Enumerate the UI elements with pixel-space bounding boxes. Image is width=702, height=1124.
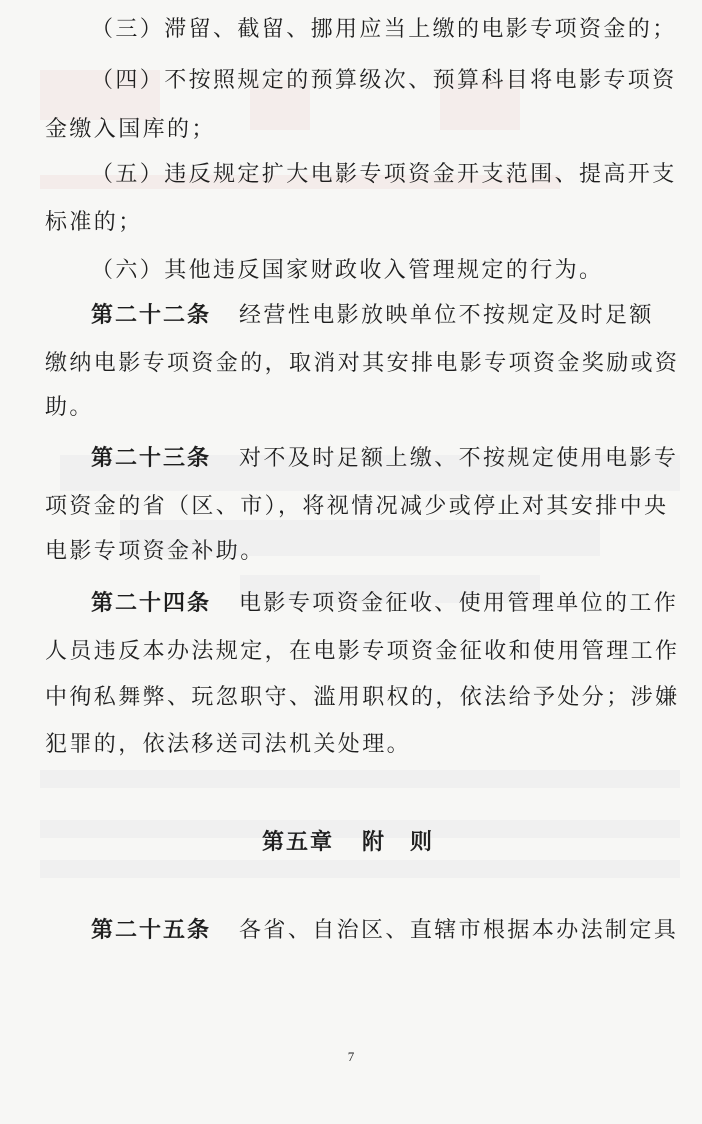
article-23-text: 对不及时足额上缴、不按规定使用电影专: [239, 446, 679, 471]
bleed-through-text-mark: [40, 770, 680, 788]
article-22-line-2: 缴纳电影专项资金的，取消对其安排电影专项资金奖励或资: [45, 351, 680, 376]
item-4-line-2: 金缴入国库的；: [45, 117, 216, 142]
page-number: 7: [347, 1049, 355, 1064]
article-23-line-2: 项资金的省（区、市），将视情况减少或停止对其安排中央: [45, 494, 669, 519]
article-24-text: 电影专项资金征收、使用管理单位的工作: [239, 591, 679, 616]
chapter-title: 附 则: [362, 830, 435, 855]
article-24-line-2: 人员违反本办法规定，在电影专项资金征收和使用管理工作: [45, 639, 680, 664]
article-25-text: 各省、自治区、直辖市根据本办法制定具: [239, 918, 679, 943]
article-24-line-1: [91, 590, 678, 618]
bleed-through-text-mark: [40, 860, 680, 878]
article-22-line-3: 助。: [45, 395, 94, 420]
article-23-heading: 第二十三条: [91, 446, 212, 471]
chapter-number: 第五章: [262, 830, 335, 855]
article-23-line-1: [91, 445, 678, 473]
item-4-line-1: （四）不按照规定的预算级次、预算科目将电影专项资: [91, 68, 677, 93]
article-22-line-1: [91, 302, 654, 330]
item-5-line-2: 标准的；: [45, 210, 143, 235]
article-22-heading: 第二十二条: [91, 303, 212, 328]
article-22-text: 经营性电影放映单位不按规定及时足额: [239, 303, 654, 328]
article-23-line-3: 电影专项资金补助。: [45, 539, 265, 564]
item-3-line-1: （三）滞留、截留、挪用应当上缴的电影专项资金的；: [91, 17, 677, 42]
chapter-heading: [262, 825, 434, 856]
item-6-line-1: （六）其他违反国家财政收入管理规定的行为。: [91, 258, 604, 283]
article-24-heading: 第二十四条: [91, 591, 212, 616]
article-25-line-1: [91, 917, 678, 945]
article-25-heading: 第二十五条: [91, 918, 212, 943]
article-24-line-3: 中徇私舞弊、玩忽职守、滥用职权的，依法给予处分；涉嫌: [45, 685, 680, 710]
item-5-line-1: （五）违反规定扩大电影专项资金开支范围、提高开支: [91, 162, 677, 187]
article-24-line-4: 犯罪的，依法移送司法机关处理。: [45, 732, 412, 757]
